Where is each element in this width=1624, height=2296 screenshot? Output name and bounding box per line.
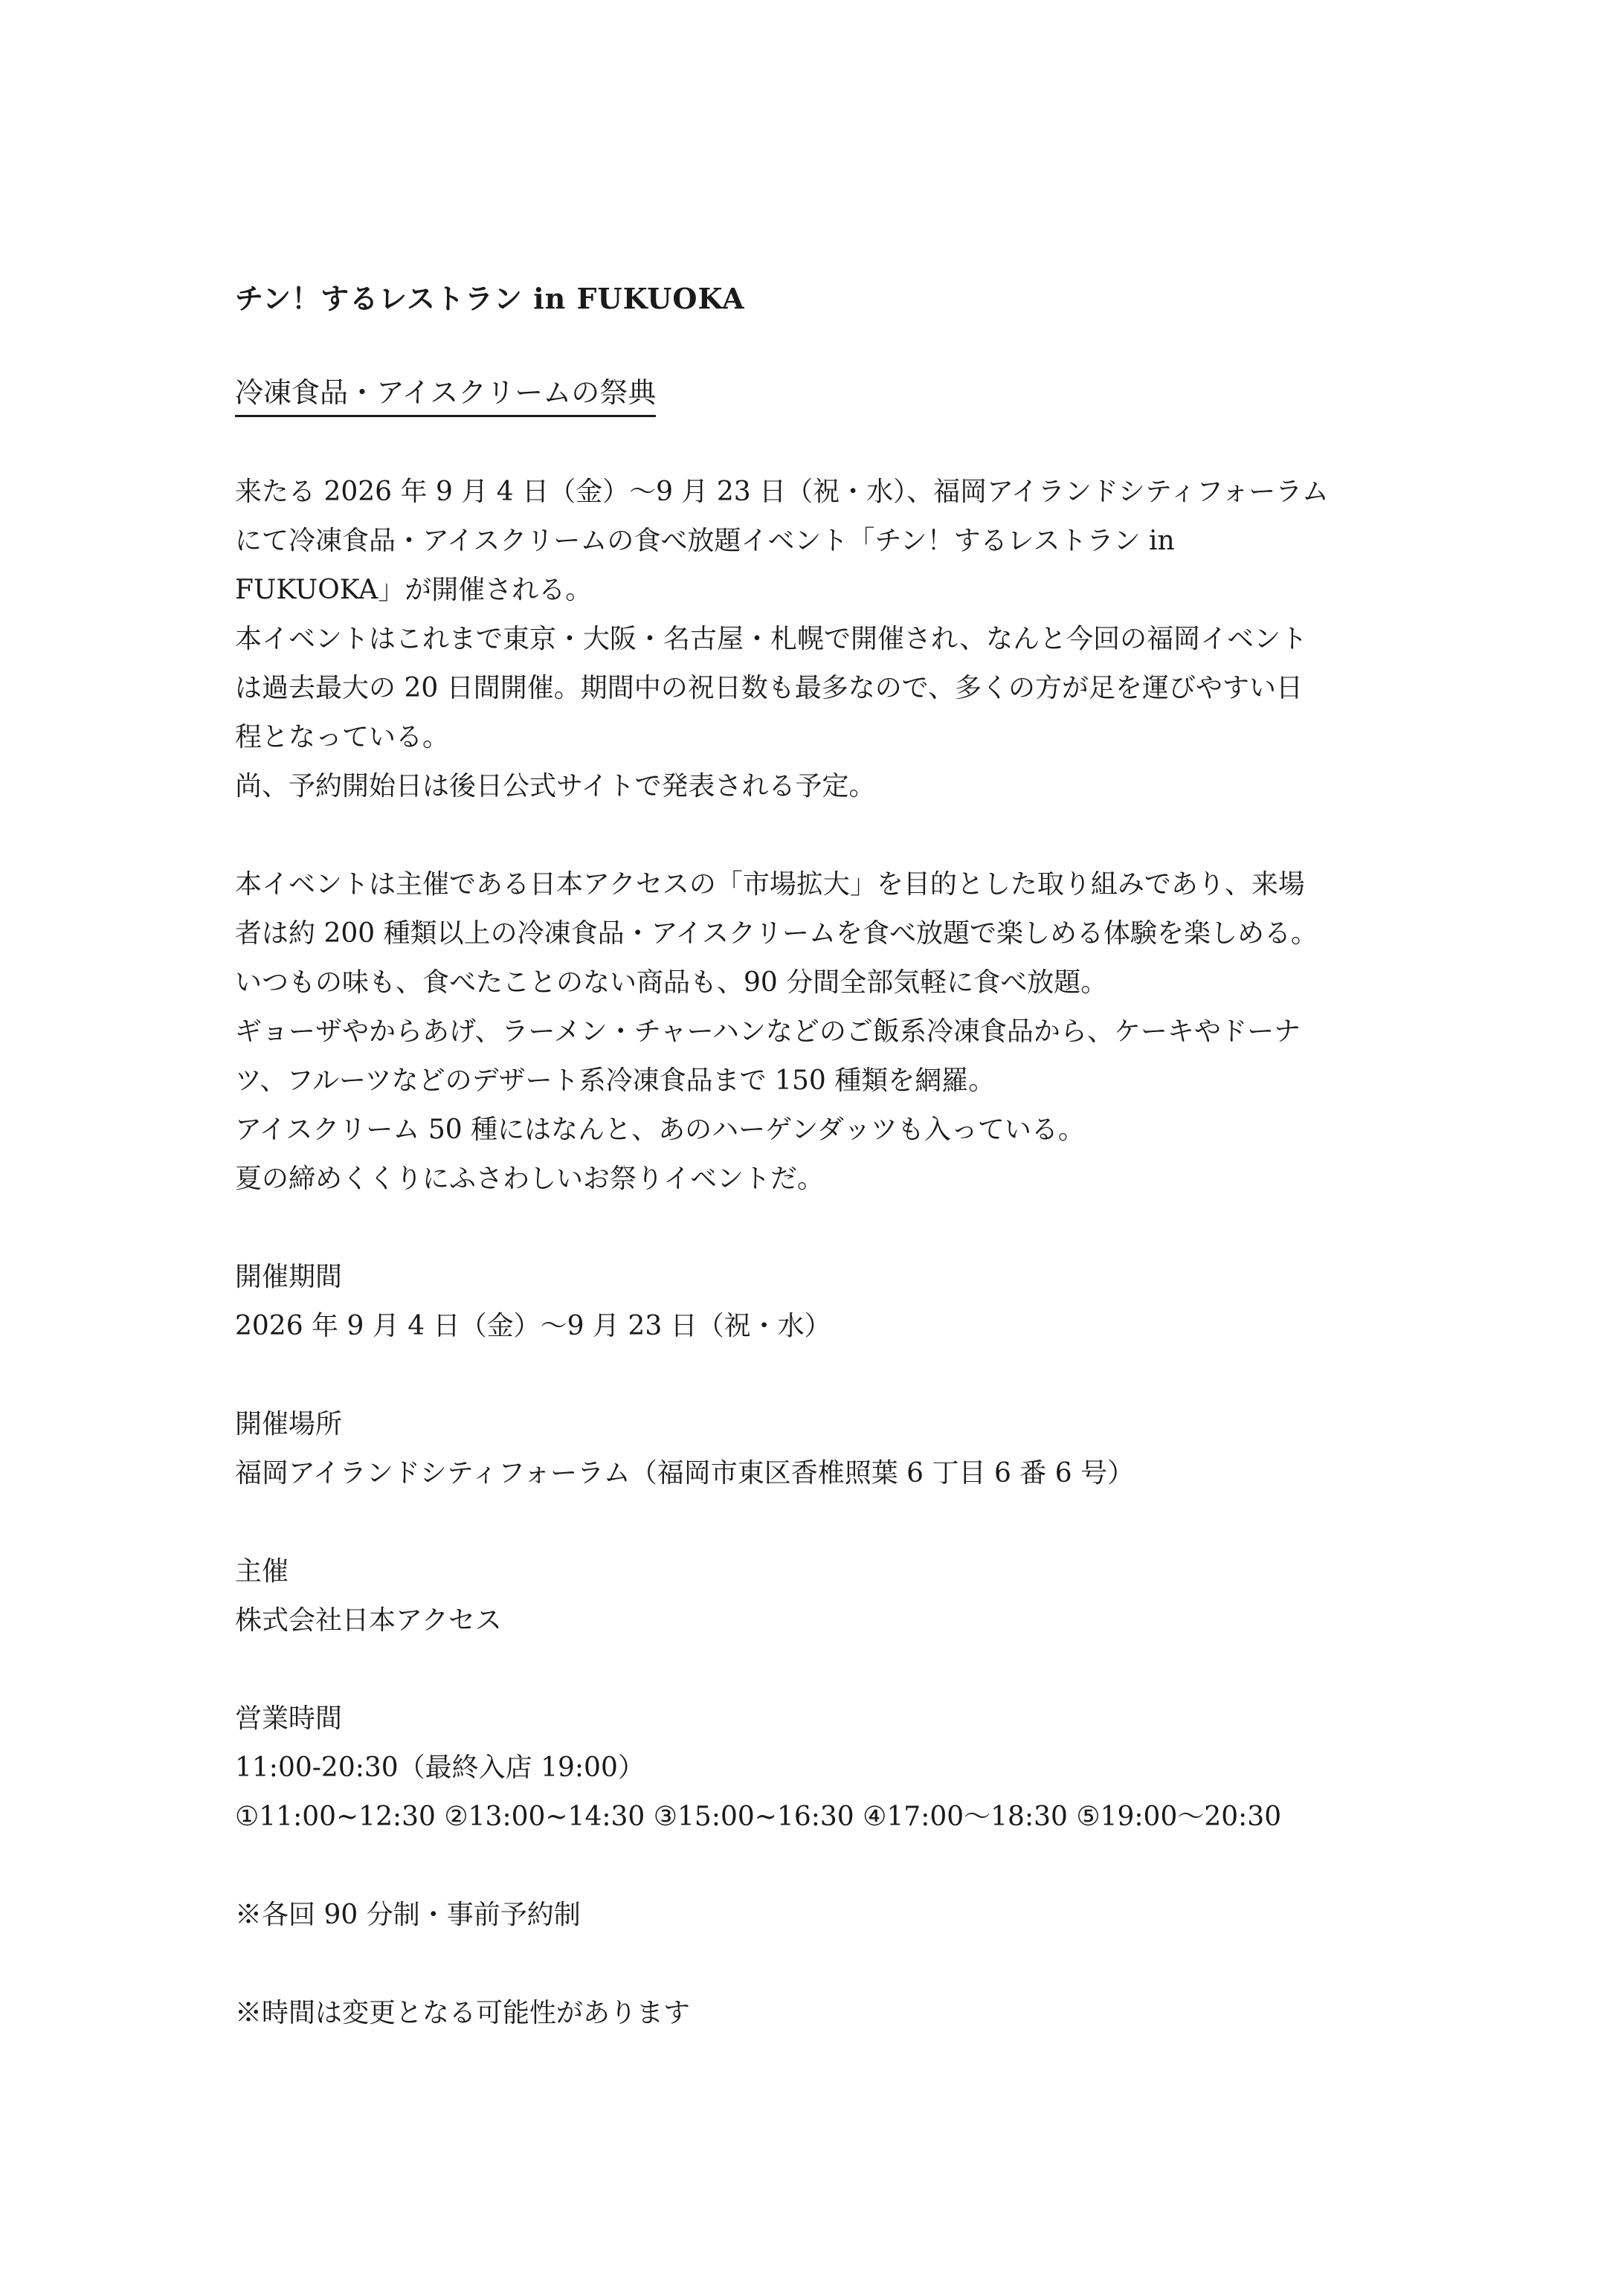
- venue-value: 福岡アイランドシティフォーラム（福岡市東区香椎照葉 6 丁目 6 番 6 号）: [235, 1458, 1135, 1489]
- period-label: 開催期間: [235, 1262, 343, 1292]
- intro-paragraph: [235, 468, 1395, 811]
- body-line: いつもの味も、食べたことのない商品も、90 分間全部気軽に食べ放題。: [235, 967, 1108, 998]
- document-page: [235, 275, 1395, 2038]
- organizer-label: 主催: [235, 1556, 289, 1587]
- intro-line: FUKUOKA」が開催される。: [235, 575, 593, 605]
- intro-line: 来たる 2026 年 9 月 4 日（金）〜9 月 23 日（祝・水）、福岡アイランドシティフォーラム: [235, 477, 1329, 507]
- intro-line: 尚、予約開始日は後日公式サイトで発表される予定。: [235, 771, 876, 802]
- intro-line: は過去最大の 20 日間開催。期間中の祝日数も最多なので、多くの方が足を運びやすい日: [235, 673, 1303, 703]
- body-line: アイスクリーム 50 種にはなんと、あのハーゲンダッツも入っている。: [235, 1115, 1085, 1145]
- body-line: ギョーザやからあげ、ラーメン・チャーハンなどのご飯系冷凍食品から、ケーキやドーナ: [235, 1016, 1301, 1047]
- organizer-section: [235, 1547, 1395, 1645]
- organizer-value: 株式会社日本アクセス: [235, 1605, 502, 1636]
- venue-label: 開催場所: [235, 1409, 343, 1439]
- change-note: [235, 1989, 1395, 2038]
- intro-line: 程となっている。: [235, 722, 450, 752]
- period-value: 2026 年 9 月 4 日（金）〜9 月 23 日（祝・水）: [235, 1311, 831, 1341]
- change-note-text: ※時間は変更となる可能性があります: [235, 1998, 691, 2028]
- reservation-note-text: ※各回 90 分制・事前予約制: [235, 1900, 581, 1930]
- venue-section: [235, 1400, 1395, 1498]
- hours-label: 営業時間: [235, 1703, 343, 1734]
- body-line: ツ、フルーツなどのデザート系冷凍食品まで 150 種類を網羅。: [235, 1065, 996, 1096]
- period-section: [235, 1253, 1395, 1351]
- body-line: 夏の締めくくりにふさわしいお祭りイベントだ。: [235, 1164, 825, 1194]
- reservation-note: [235, 1891, 1395, 1940]
- hours-slots: ①11:00~12:30 ②13:00~14:30 ③15:00~16:30 ④17:00〜18:30 ⑤19:00〜20:30: [235, 1802, 1282, 1832]
- body-paragraph: [235, 860, 1395, 1204]
- intro-line: 本イベントはこれまで東京・大阪・名古屋・札幌で開催され、なんと今回の福岡イベント: [235, 624, 1308, 654]
- document-subtitle: 冷凍食品・アイスクリームの祭典: [235, 373, 656, 417]
- document-title: チン！するレストラン in FUKUOKA: [235, 282, 745, 315]
- hours-value: 11:00-20:30（最終入店 19:00）: [235, 1752, 645, 1783]
- intro-line: にて冷凍食品・アイスクリームの食べ放題イベント「チン！するレストラン in: [235, 526, 1175, 556]
- body-line: 本イベントは主催である日本アクセスの「市場拡大」を目的とした取り組みであり、来場: [235, 869, 1305, 900]
- hours-section: [235, 1694, 1395, 1842]
- body-line: 者は約 200 種類以上の冷凍食品・アイスクリームを食べ放題で楽しめる体験を楽しめる。: [235, 918, 1318, 949]
